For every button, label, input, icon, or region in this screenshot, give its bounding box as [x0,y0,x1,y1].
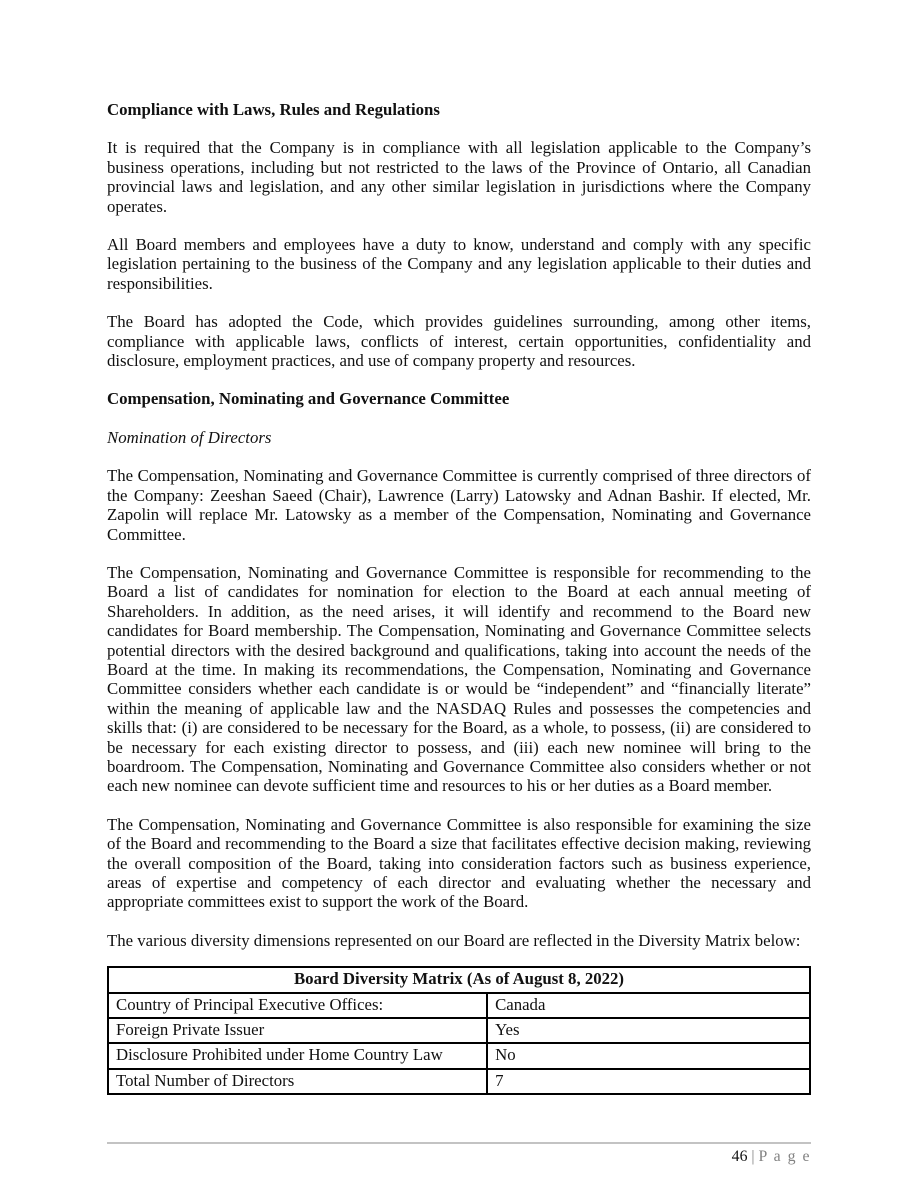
table-row [108,1043,810,1068]
paragraph-compliance-2: All Board members and employees have a duty to know, understand and comply with any specific legislation pertaining to the business of the Company and any legislation applicable to their duties and responsibilities. [107,235,811,293]
table-row [108,1018,810,1043]
table-title-row [108,967,810,992]
section-heading-committee: Compensation, Nominating and Governance Committee [107,389,510,409]
table-row [108,993,810,1018]
paragraph-committee-2: The Compensation, Nominating and Governance Committee is responsible for recommending to the Board a list of candidates for nomination for election to the Board at each annual meeting of Shareholders. In addition, as the need arises, it will identify and recommend to the Board new candidates for Board membership. The Compensation, Nominating and Governance Committee selects potential directors with the desired background and qualifications, taking into account the needs of the Board at the time. In making its recommendations, the Compensation, Nominating and Governance Committee considers whether each candidate is or would be “independent” and “financially literate” within the meaning of applicable law and the NASDAQ Rules and possesses the competencies and skills that: (i) are considered to be necessary for the Board, as a whole, to possess, (ii) are considered to be necessary for each existing director to possess, and (iii) each new nominee will bring to the boardroom. The Compensation, Nominating and Governance Committee also considers whether or not each new nominee can devote sufficient time and resources to his or her duties as a Board member. [107,562,811,796]
page-label: P a g e [758,1148,811,1165]
page-footer [107,1142,811,1166]
table-cell-value: No [487,1043,810,1068]
table-cell-label: Total Number of Directors [108,1069,487,1094]
paragraph-compliance-1: It is required that the Company is in compliance with all legislation applicable to the Company’s business operations, including but not restricted to the laws of the Province of Ontario, all Canadian provincial laws and legislation, and any other similar legislation in jurisdictions where the Company operates. [107,138,811,216]
paragraph-committee-1: The Compensation, Nominating and Governance Committee is currently comprised of three directors of the Company: Zeeshan Saeed (Chair), Lawrence (Larry) Latowsky and Adnan Bashir. If elected, Mr. Zapolin will replace Mr. Latowsky as a member of the Compensation, Nominating and Governance Committee. [107,466,811,544]
document-content [107,100,811,1095]
table-cell-label: Foreign Private Issuer [108,1018,487,1043]
table-cell-label: Country of Principal Executive Offices: [108,993,487,1018]
board-diversity-matrix-table [107,966,811,1095]
subheading-nomination-of-directors: Nomination of Directors [107,427,272,447]
footer-text [107,1147,811,1166]
page-number: 46 [731,1148,748,1165]
paragraph-matrix-intro: The various diversity dimensions represented on our Board are reflected in the Diversity Matrix below: [107,930,801,950]
table-cell-label: Disclosure Prohibited under Home Country Law [108,1043,487,1068]
paragraph-committee-3: The Compensation, Nominating and Governance Committee is also responsible for examining the size of the Board and recommending to the Board a size that facilitates effective decision making, reviewing the overall composition of the Board, taking into consideration factors such as business experience, areas of expertise and competency of each director and evaluating whether the necessary and appropriate committees exist to support the work of the Board. [107,814,811,912]
section-heading-compliance: Compliance with Laws, Rules and Regulations [107,100,440,119]
table-row [108,1069,810,1094]
table-cell-value: 7 [487,1069,810,1094]
page-number-separator: | [747,1148,759,1165]
paragraph-compliance-3: The Board has adopted the Code, which provides guidelines surrounding, among other items, compliance with applicable laws, conflicts of interest, certain opportunities, confidentiality and disclosure, employment practices, and use of company property and resources. [107,312,811,371]
table-title: Board Diversity Matrix (As of August 8, 2022) [108,967,810,992]
footer-divider [107,1142,811,1144]
table-cell-value: Canada [487,993,810,1018]
table-cell-value: Yes [487,1018,810,1043]
